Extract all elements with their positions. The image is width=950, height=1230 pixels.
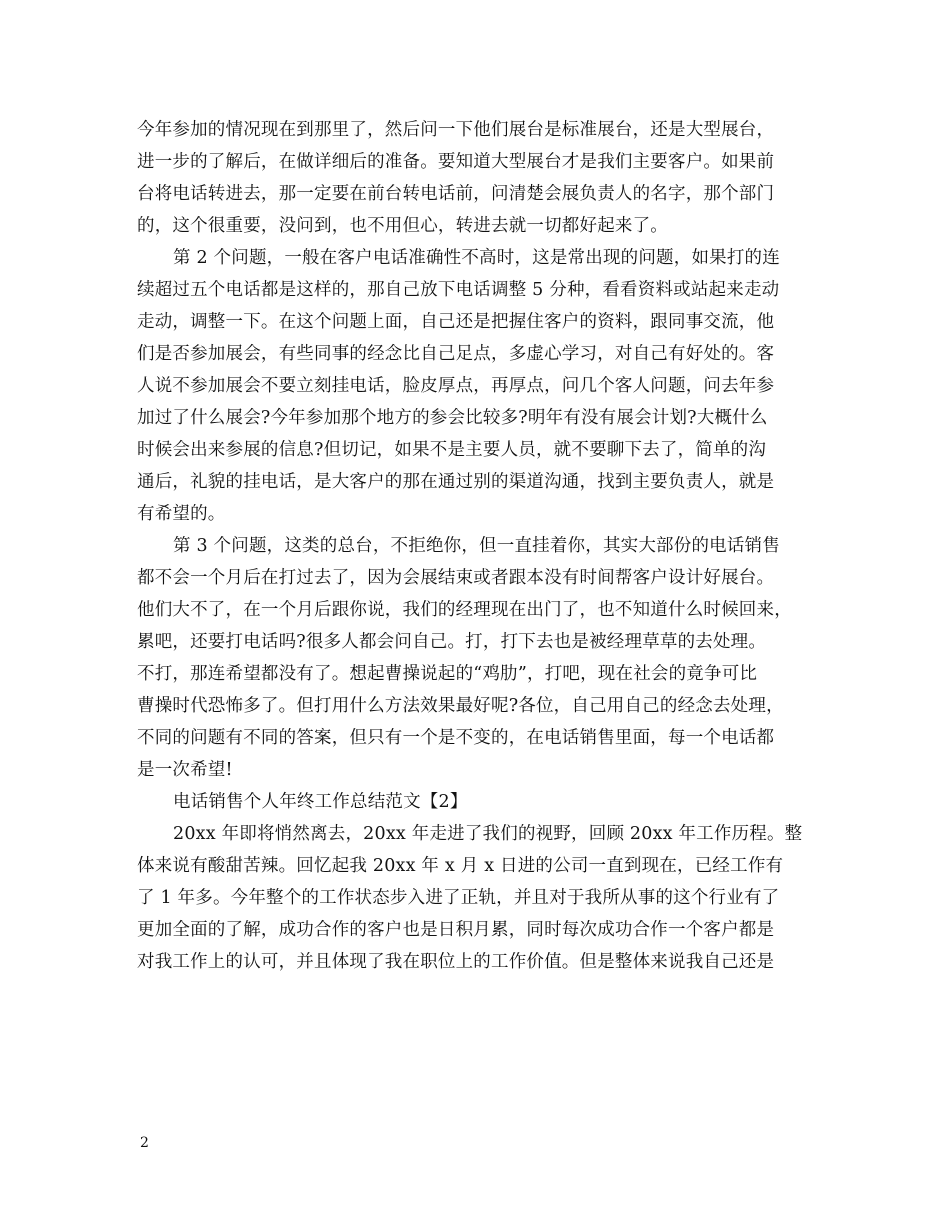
text-line: 电话销售个人年终工作总结范文【2】 bbox=[173, 792, 468, 812]
text-line: 第 2 个问题，一般在客户电话准确性不高时，这是常出现的问题，如果打的连 bbox=[173, 248, 780, 268]
text-line: 续超过五个电话都是这样的，那自己放下电话调整 5 分种，看看资料或站起来走动 bbox=[137, 280, 780, 300]
text-line: 对我工作上的认可，并且体现了我在职位上的工作价值。但是整体来说我自己还是 bbox=[137, 952, 775, 972]
text-line: 不打，那连希望都没有了。想起曹操说起的“鸡肋”，打吧，现在社会的竟争可比 bbox=[137, 664, 758, 684]
text-line: 都不会一个月后在打过去了，因为会展结束或者跟本没有时间帮客户设计好展台。 bbox=[137, 568, 775, 588]
text-line: 第 3 个问题，这类的总台，不拒绝你，但一直挂着你，其实大部份的电话销售 bbox=[173, 536, 780, 556]
text-line: 加过了什么展会?今年参加那个地方的参会比较多?明年有没有展会计划?大概什么 bbox=[137, 408, 768, 428]
text-line: 更加全面的了解，成功合作的客户也是日积月累，同时每次成功合作一个客户都是 bbox=[137, 920, 775, 940]
text-line: 是一次希望! bbox=[137, 760, 233, 780]
text-line: 他们大不了，在一个月后跟你说，我们的经理现在出门了，也不知道什么时候回来， bbox=[137, 600, 792, 620]
text-line: 体来说有酸甜苦辣。回忆起我 20xx 年 x 月 x 日进的公司一直到现在，已经工作有 bbox=[137, 856, 784, 876]
text-line: 曹操时代恐怖多了。但打用什么方法效果最好呢?各位，自己用自己的经念去处理， bbox=[137, 696, 784, 716]
text-line: 台将电话转进去，那一定要在前台转电话前，问清楚会展负责人的名字，那个部门 bbox=[137, 184, 775, 204]
text-line: 们是否参加展会，有些同事的经念比自己足点，多虚心学习，对自己有好处的。客 bbox=[137, 344, 775, 364]
text-line: 的，这个很重要，没问到，也不用但心，转进去就一切都好起来了。 bbox=[137, 216, 668, 236]
document-body bbox=[137, 114, 813, 978]
text-line: 了 1 年多。今年整个的工作状态步入进了正轨，并且对于我所从事的这个行业有了 bbox=[137, 888, 780, 908]
text-line: 有希望的。 bbox=[137, 504, 226, 524]
text-line: 20xx 年即将悄然离去，20xx 年走进了我们的视野，回顾 20xx 年工作历程。整 bbox=[173, 824, 803, 844]
text-line: 走动，调整一下。在这个问题上面，自己还是把握住客户的资料，跟同事交流，他 bbox=[137, 312, 775, 332]
text-line: 通后，礼貌的挂电话，是大客户的那在通过别的渠道沟通，找到主要负责人，就是 bbox=[137, 472, 775, 492]
text-line: 今年参加的情况现在到那里了，然后问一下他们展台是标准展台，还是大型展台， bbox=[137, 120, 775, 140]
text-line: 进一步的了解后，在做详细后的准备。要知道大型展台才是我们主要客户。如果前 bbox=[137, 152, 775, 172]
text-line: 不同的问题有不同的答案，但只有一个是不变的，在电话销售里面，每一个电话都 bbox=[137, 728, 775, 748]
text-line: 时候会出来参展的信息?但切记，如果不是主要人员，就不要聊下去了，简单的沟 bbox=[137, 440, 767, 460]
page-number: 2 bbox=[140, 1135, 149, 1151]
text-line: 累吧，还要打电话吗?很多人都会问自己。打，打下去也是被经理草草的去处理。 bbox=[137, 632, 767, 652]
text-line: 人说不参加展会不要立刻挂电话，脸皮厚点，再厚点，问几个客人问题，问去年参 bbox=[137, 376, 775, 396]
